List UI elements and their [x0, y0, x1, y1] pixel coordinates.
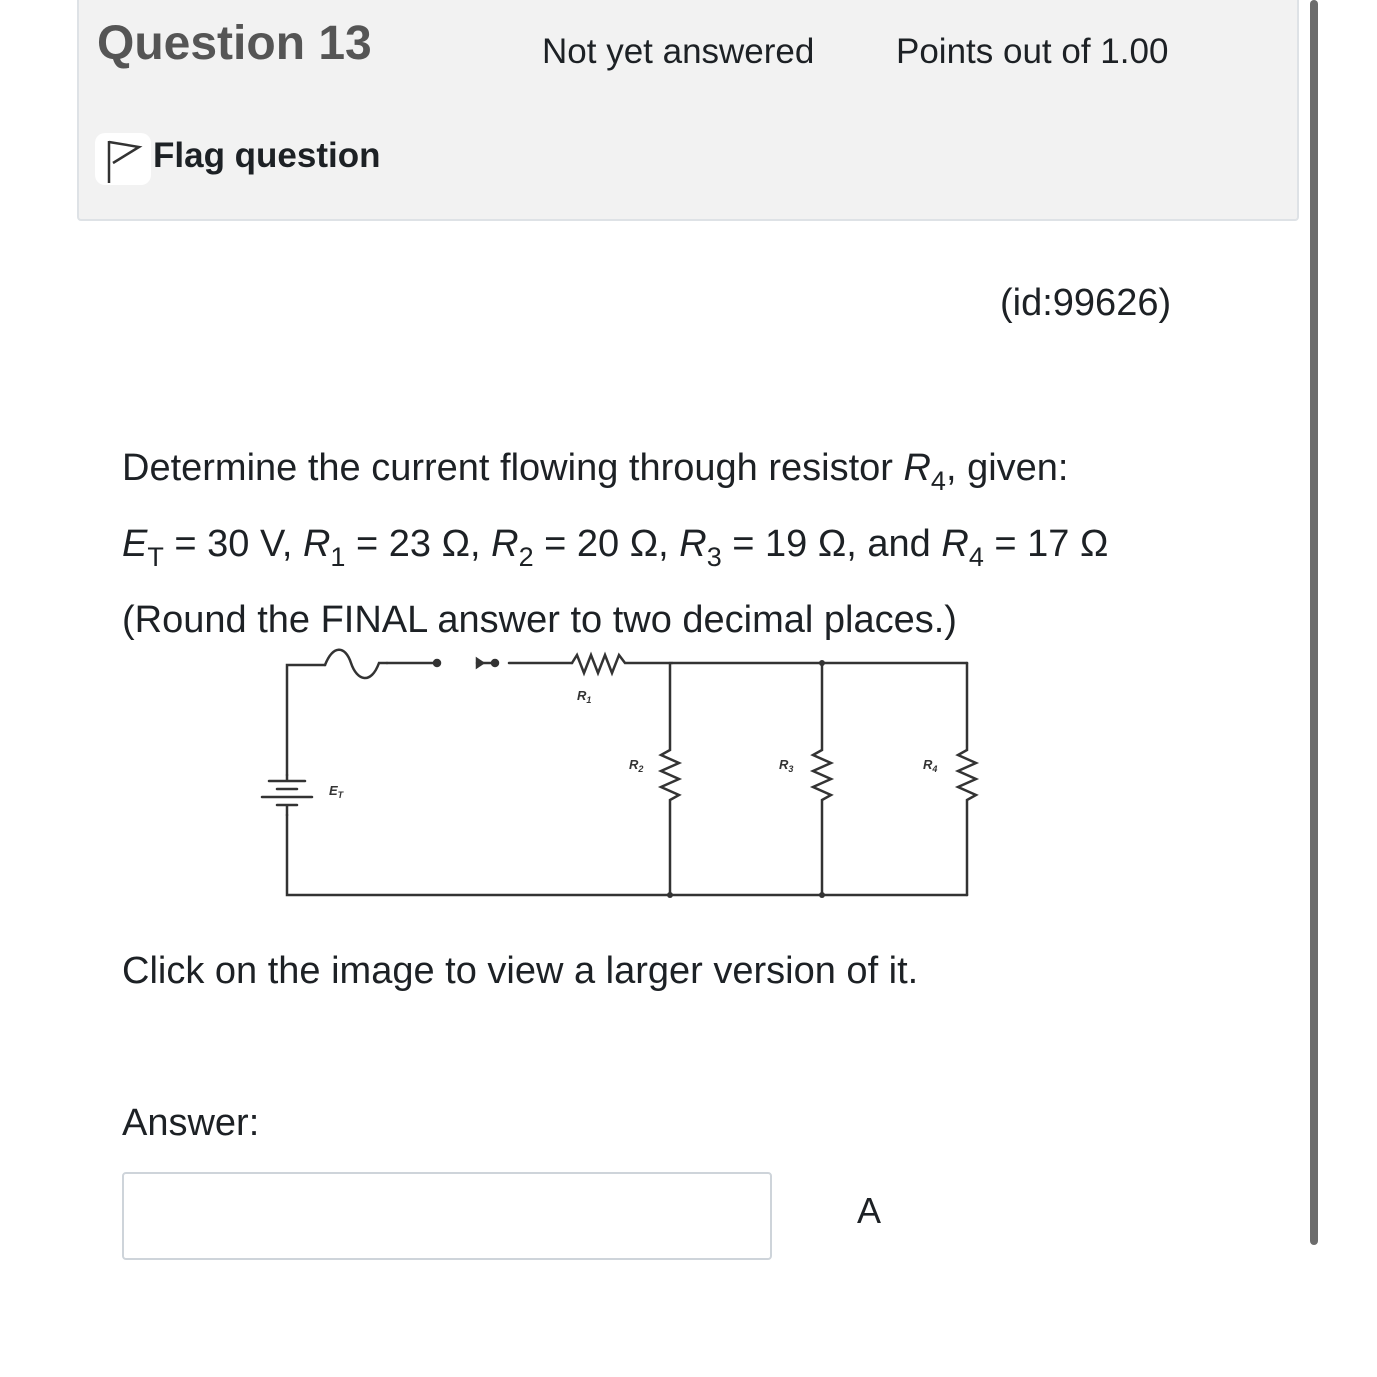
answer-input[interactable] — [122, 1172, 772, 1260]
question-line-1: Determine the current flowing through resistor $R_4$, given: — [122, 447, 1069, 496]
fuse-squiggle — [325, 650, 387, 678]
question-id: (id:99626) — [1000, 282, 1172, 324]
round-note: (Round the FINAL answer to two decimal places.) — [122, 599, 957, 641]
question-info-panel — [77, 0, 1299, 221]
label-et: $E_T$ — [329, 783, 344, 800]
scrollbar[interactable] — [1310, 0, 1318, 1245]
circuit-diagram[interactable] — [247, 645, 987, 915]
question-text — [122, 430, 1108, 658]
question-title — [97, 16, 372, 71]
flag-question-label[interactable]: Flag question — [153, 136, 381, 175]
question-givens: $E_T = 30$ V, $R_1 = 23$ Ω, $R_2 = 20$ Ω, $R_3 = 19$ Ω, and $R_4 = 17$ Ω — [122, 523, 1109, 572]
label-r3: $R_3$ — [779, 757, 794, 774]
question-prefix: Question — [97, 17, 306, 70]
r4-branch — [958, 663, 976, 895]
battery — [262, 775, 312, 815]
r1-resistor — [572, 655, 672, 673]
answer-unit: A — [857, 1190, 882, 1231]
question-grade: Points out of 1.00 — [896, 32, 1169, 71]
image-click-hint: Click on the image to view a larger version of it. — [122, 950, 919, 992]
flag-icon[interactable] — [95, 133, 151, 185]
r2-branch — [661, 663, 679, 895]
flag-question-button[interactable] — [95, 133, 381, 185]
label-r2: $R_2$ — [629, 757, 644, 774]
question-state: Not yet answered — [542, 32, 815, 71]
question-number: 13 — [318, 17, 372, 70]
r3-branch — [813, 663, 831, 895]
label-r1: $R_1$ — [577, 688, 592, 705]
answer-label: Answer: — [122, 1102, 260, 1144]
top-wire-left — [287, 665, 325, 775]
label-r4: $R_4$ — [923, 757, 938, 774]
